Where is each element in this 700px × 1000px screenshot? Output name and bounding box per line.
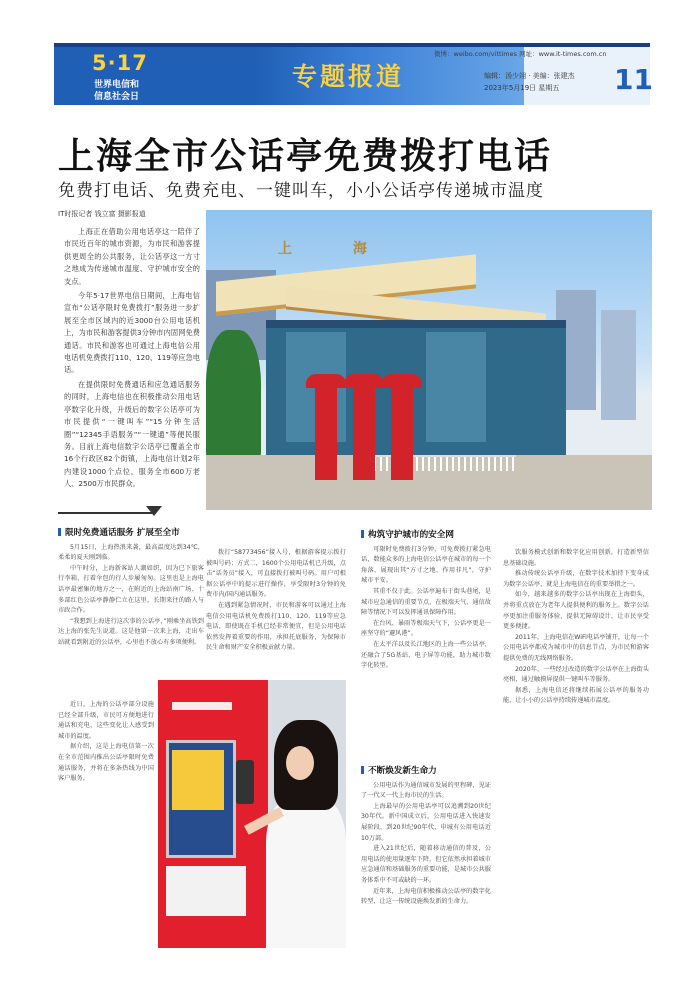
- section3-paragraph: 上海最早的公用电话亭可以追溯到20世纪30年代。新中国成立后，公用电话进入快速发展阶段，到20世纪90年代，申城有公用电话近10万部。: [361, 802, 491, 842]
- lead-paragraph: 上海正在借助公用电话亭这一陪伴了市民近百年的城市资源，为市民和游客提供更周全的公共服务，让公话亭这一方寸之地成为传递城市温度、守护城市安全的支点。: [64, 227, 200, 286]
- photo-phone-booth: [391, 380, 413, 480]
- edition-panel: [54, 43, 254, 105]
- photo-fence: [356, 455, 516, 471]
- photo-building: [601, 310, 636, 420]
- section1-column: [58, 528, 204, 649]
- section-title: 专题报道: [292, 62, 405, 91]
- column2-paragraph: 在遇到紧急情况时，市民和游客可以通过上海电信公用电话机免费拨打110、120、119等应急电话，即使既在手机已经非常便宜，但是公用电话依然发挥着重要的作用，承担托底服务，为保障市民生命和财产安全积极贡献力量。: [206, 601, 346, 652]
- lead-divider: [58, 512, 154, 514]
- kiosk-panel: [166, 866, 246, 916]
- photo-woman-using-digital-kiosk: [158, 680, 346, 948]
- section3-paragraph: 公用电话作为通信城市发展的里程碑，见证了一代又一代上海市民的生活。: [361, 781, 491, 800]
- section1-paragraph: 5月15日，上海热浪来袭，最高温度达到34℃，柔柔的夏天刚到临。: [58, 543, 204, 562]
- section2-title: 构筑守护城市的安全网: [361, 530, 491, 541]
- column4-paragraph: 推动传统公话亭升级，在数字技术加持下变身成为数字公话亭，就是上海电信在的重要举措之一。: [503, 570, 649, 588]
- section1-paragraph: “我想到上海进行这次事的公话亭，”刚乘坐高铁到达上海的张先生说道。这是他第一次来上海，走出车站就看到附近的公话亭，心里也不放心有多项便利。: [58, 617, 204, 646]
- column4-paragraph: 如今，越来越多的数字公话亭出现在上海街头，并将重点放在为老年人提供便利的服务上。数字公话亭更加注重服务体验，提供无障碍设计，让市民享受更多便捷。: [503, 591, 649, 631]
- article-headline: 上海全市公话亭免费拨打电话: [58, 136, 553, 177]
- section3-title: 不断焕发新生命力: [361, 766, 491, 777]
- page-header: [54, 43, 653, 105]
- column2-paragraph: 拨打“58773456”接入号，根据游客提示拨打被叫号码；方式二，1600个公用电话机已升级，点击“话务员”接入，可直接拨打被叫号码。用户可根据公话亭中的提示进行操作，享受限时3分钟的免费市内/国内通话服务。: [206, 549, 346, 599]
- header-stripe: [54, 43, 650, 47]
- column4-paragraph: 2020年，一些经过改造的数字公话亭在上海街头亮相，通过触摸屏提供一键叫车等服务。: [503, 665, 649, 684]
- kiosk-screen-content: [172, 750, 224, 810]
- column-4: [503, 548, 649, 707]
- section3-paragraph: 近年来，上海电信积极推动公话亭的数字化转型，让这一传统设施焕发新的生命力。: [361, 887, 491, 906]
- column4-paragraph: 2011年，上海电信在WiFi电话亭铺开，让每一个公用电话亭都成为城市中的信息节点，为市民和游客提供免费的无线网络服务。: [503, 633, 649, 662]
- person-face: [286, 746, 314, 780]
- photo-tree: [206, 330, 261, 465]
- lead-text: [64, 226, 200, 493]
- section3-paragraph: 进入21世纪后，随着移动通信的普及，公用电话的使用量逐年下降，但它依然承担着城市应急通信和基础服务的重要功能，是城市公共服务体系中不可或缺的一环。: [361, 845, 491, 884]
- lead-paragraph: 在提供限时免费通话和应急通话服务的同时，上海电信也在积极推动公用电话亭数字化升级，升级后的数字公话亭可为市民提供“一键叫车”“15分钟生活圈”“12345手语服务”“一键通”等便民服务。目前上海电信数字公话亭已覆盖全市16个行政区82个街镇，上海电信计划2年内建设1000个点位，服务全市600万老人、2500万市民群众。: [64, 379, 200, 489]
- byline: IT时报记者 钱立富 摄影报道: [58, 210, 146, 218]
- section2-paragraph: 在太平洋以及长江地区的上海一些公话亭，还融合了5G基站、电子屏等功能，助力城市数字化转型。: [361, 640, 491, 670]
- web-info: 微博：weibo.com/vittimes 网址：www.it-times.com.cn: [434, 50, 607, 58]
- section3-column: [361, 766, 491, 908]
- article-subheadline: 免费打电话、免费充电、一键叫车，小小公话亭传递城市温度: [58, 181, 544, 201]
- section2-paragraph: 可限时免费拨打3分钟，可免费拨打紧急电话，数能众多的上海电信公话亭在城市的每一个角落，展现出其“方寸之地、作用非凡”，守护城市平安。: [361, 545, 491, 585]
- section2-paragraph: 在台风、暴雨等极端天气下，公话亭更是一座坚守的“避风港”。: [361, 619, 491, 638]
- edition-title-line2: 信息社会日: [94, 92, 140, 102]
- photo-phone-booth: [315, 380, 337, 480]
- photo-phone-booth: [353, 380, 375, 480]
- kiosk-logo: [172, 702, 232, 710]
- column-2: [206, 548, 346, 654]
- photo-glass-wall: [426, 332, 486, 442]
- section2-column: [361, 530, 491, 672]
- lead-divider-arrow: [146, 506, 162, 516]
- edition-title-line1: 世界电信和: [94, 80, 140, 90]
- issue-date: 2023年5月19日 星期五: [484, 84, 560, 92]
- edition-number: 5·17: [92, 51, 148, 75]
- main-photo-phone-kiosk: [206, 210, 652, 510]
- section1-column-continued: [58, 700, 154, 785]
- section1-paragraph: 近日，上海的公话亭部分设施已经全部升级，市民可方便地进行通话和充电，这些变化让人感受到城市的温度。: [58, 701, 154, 740]
- person-body: [266, 798, 346, 948]
- section1-paragraph: 据介绍，这是上海电信第一次在全市范围内推出公话亭限时免费通话服务，并将在多条热线为中国客户服务。: [58, 743, 154, 783]
- lead-paragraph: 今年5·17世界电信日期间，上海电信宣布“公话亭限时免费拨打”服务进一步扩展至全市区域内的近3000台公用电话机上，为市民和游客提供3分钟市内固网免费通话。市民和游客也可通过上海电信公用电话机免费拨打110、120、119等应急电话。: [64, 291, 200, 375]
- page-number: 11: [614, 63, 653, 96]
- kiosk-handset: [236, 760, 254, 804]
- section2-paragraph: 其重不仅于此。公话亭遍布于街头巷尾，是城市应急通信的重要节点，在极端天气、通信故障等情况下可以发挥通讯保障作用。: [361, 587, 491, 617]
- column4-paragraph: 据悉，上海电信还将继续拓展公话亭的服务功能，让小小的公话亭持续传递城市温度。: [503, 686, 649, 705]
- editors-credit: 编辑：汤少翊 · 美编：张建杰: [484, 72, 575, 80]
- column4-paragraph: 饮服务模式创新和数字化应用创新，打造新型信息基础设施。: [503, 549, 649, 567]
- photo-sign: 上 海: [278, 241, 395, 257]
- section1-title: 限时免费通话服务 扩展至全市: [58, 528, 204, 539]
- section1-paragraph: 中午时分，上海新客站人潮如织，因为已下旅客行李箱、打着伞包的行人步履匆匆。这里也是上海电话亭最密集的地方之一，在附近的上海站南广场、十多部红色公话亭静静伫立在这里，长期来往的路人与市政合作。: [58, 564, 204, 615]
